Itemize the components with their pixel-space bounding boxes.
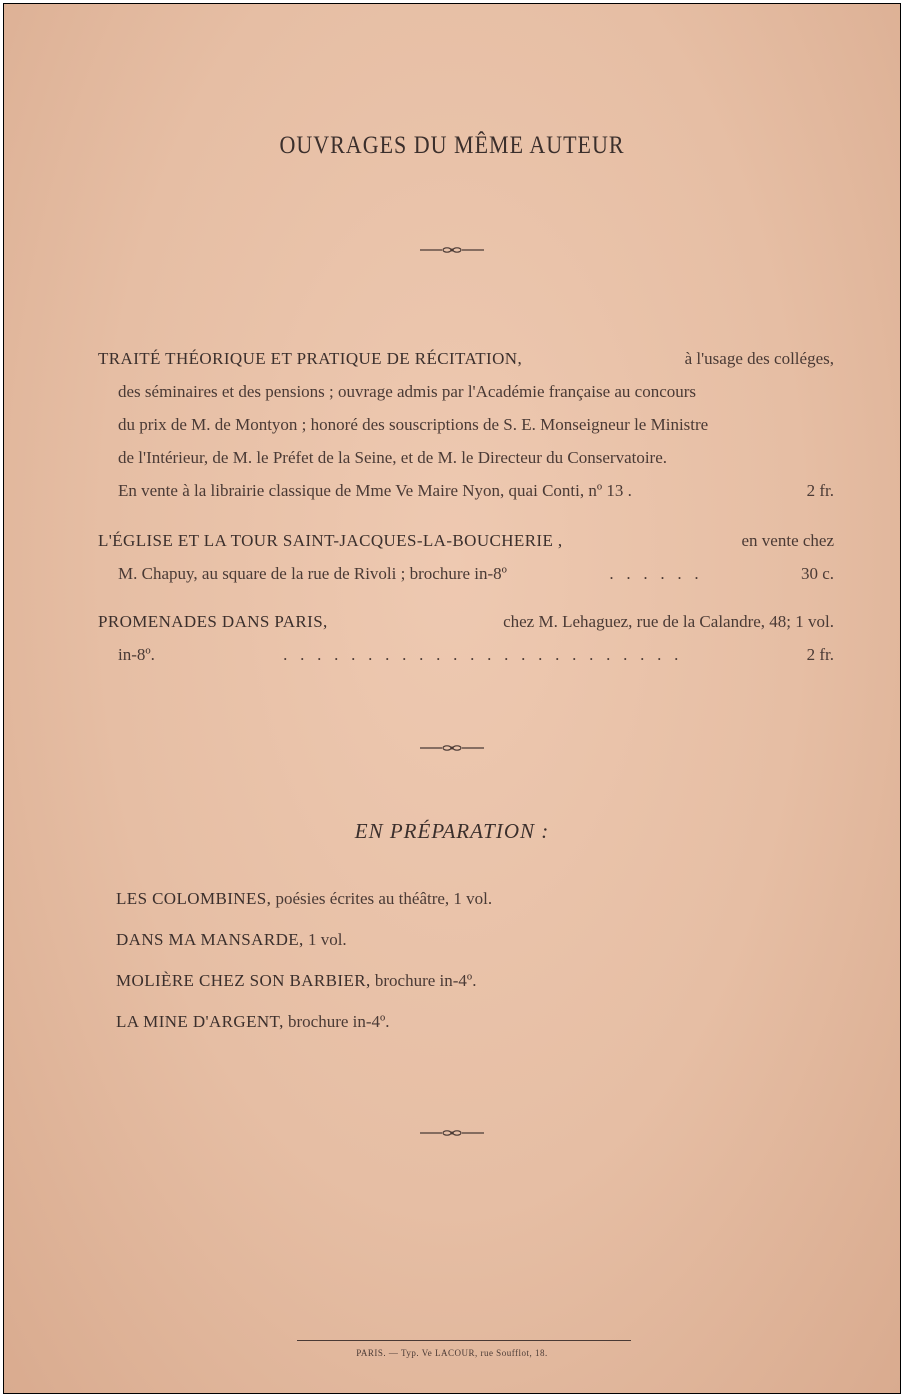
work-line: en vente chez <box>741 531 834 550</box>
work-line: à l'usage des colléges, <box>684 349 834 368</box>
ornament-divider-top <box>4 240 900 259</box>
list-item <box>116 889 816 930</box>
work-title: TRAITÉ THÉORIQUE ET PRATIQUE DE RÉCITATION, <box>98 349 523 368</box>
work-line: de l'Intérieur, de M. le Préfet de la Seine, et de M. le Directeur du Conservatoire. <box>118 448 668 467</box>
page-title: OUVRAGES DU MÊME AUTEUR <box>279 130 625 159</box>
prep-item-detail: poésies écrites au théâtre, 1 vol. <box>271 889 493 908</box>
prep-item-title: MOLIÈRE CHEZ SON BARBIER, <box>116 971 371 990</box>
work-line: du prix de M. de Montyon ; honoré des souscriptions de S. E. Monseigneur le Ministre <box>118 415 709 434</box>
prep-item-title: LA MINE D'ARGENT, <box>116 1012 284 1031</box>
page <box>3 3 901 1394</box>
prep-item-detail: 1 vol. <box>303 930 347 949</box>
preparation-title: EN PRÉPARATION : <box>354 819 550 843</box>
printer-imprint: PARIS. — Typ. Ve LACOUR, rue Soufflot, 18. <box>356 1348 548 1358</box>
work-price: 30 c. <box>800 564 834 583</box>
work-price: 2 fr. <box>806 645 834 664</box>
dot-leader: . . . . . . . . . . . . . . . . . . . . . . . . <box>283 645 679 664</box>
work-price: 2 fr. <box>806 481 834 500</box>
work-line: chez M. Lehaguez, rue de la Calandre, 48; 1 vol. <box>503 612 834 631</box>
work-line: des séminaires et des pensions ; ouvrage admis par l'Académie française au concours <box>118 382 697 401</box>
list-item <box>116 1012 816 1053</box>
footer-rule <box>297 1340 631 1341</box>
dot-leader: . . . . . . <box>609 564 699 583</box>
work-entry-saint-jacques <box>98 524 834 590</box>
work-line: M. Chapuy, au square de la rue de Rivoli ; brochure in-8º <box>118 564 507 583</box>
work-entry-promenades <box>98 605 834 671</box>
work-line: En vente à la librairie classique de Mme Ve Maire Nyon, quai Conti, nº 13 . <box>118 481 632 500</box>
ornament-divider-middle <box>4 738 900 757</box>
prep-item-title: DANS MA MANSARDE, <box>116 930 304 949</box>
list-item <box>116 971 816 1012</box>
work-entry-recitation <box>98 342 834 507</box>
prep-item-detail: brochure in-4º. <box>283 1012 390 1031</box>
work-line: in-8º. <box>118 645 155 664</box>
ornament-divider-bottom <box>4 1123 900 1142</box>
work-title: L'ÉGLISE ET LA TOUR SAINT-JACQUES-LA-BOUCHERIE , <box>98 531 563 550</box>
work-title: PROMENADES DANS PARIS, <box>98 612 328 631</box>
preparation-list <box>116 889 816 1053</box>
list-item <box>116 930 816 971</box>
prep-item-title: LES COLOMBINES, <box>116 889 272 908</box>
prep-item-detail: brochure in-4º. <box>370 971 477 990</box>
